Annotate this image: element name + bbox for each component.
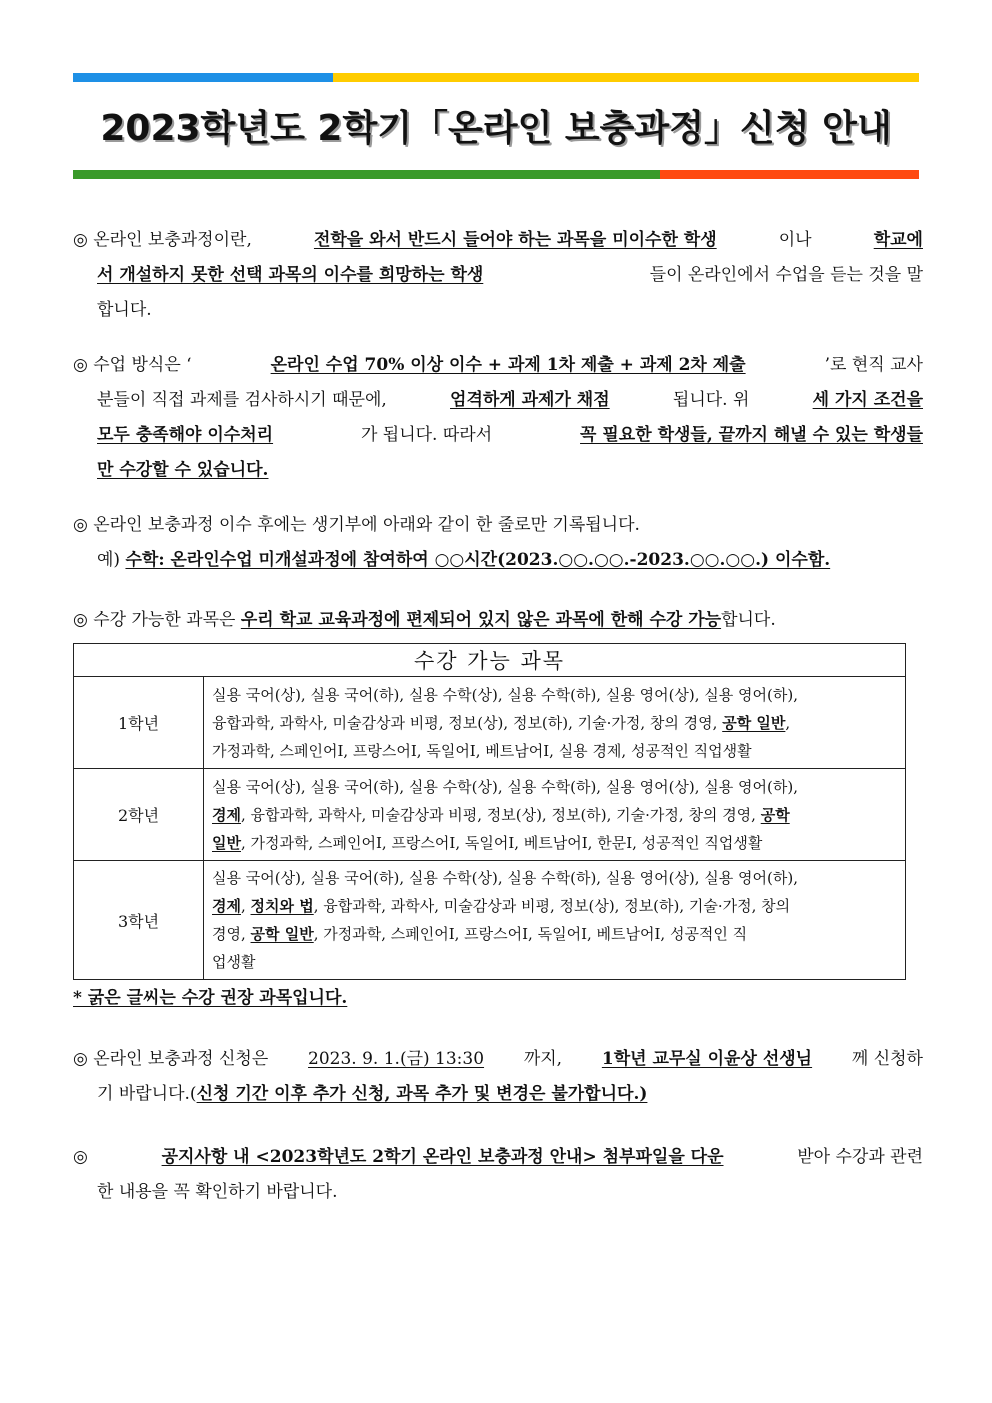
paragraph-record xyxy=(73,508,923,578)
text: ◎ 온라인 보충과정 이수 후에는 생기부에 아래와 같이 한 줄로만 기록됩니다. xyxy=(73,515,640,535)
recommended-subject: 일반 xyxy=(212,833,241,852)
text: ◎ 온라인 보충과정이란, xyxy=(73,230,252,250)
underlined-text: 엄격하게 과제가 채점 xyxy=(450,390,610,410)
grade-cell: 3학년 xyxy=(74,861,204,980)
recommended-subject: 정치와 법 xyxy=(250,897,314,915)
text: , 가정과학, 스페인어Ⅰ, 프랑스어Ⅰ, 독일어Ⅰ, 베트남어Ⅰ, 성공적인 직 xyxy=(313,925,748,943)
underlined-text: 신청 기간 이후 추가 신청, 과목 추가 및 변경은 불가합니다.) xyxy=(196,1084,648,1104)
text: 예) xyxy=(97,550,126,570)
subjects-cell xyxy=(204,861,906,980)
underlined-text: 공지사항 내 <2023학년도 2학기 온라인 보충과정 안내> 첨부파일을 다운 xyxy=(161,1147,724,1167)
underlined-text: 온라인 수업 70% 이상 이수 + 과제 1차 제출 + 과제 2차 제출 xyxy=(270,355,746,375)
recommended-subject: 공학 일반 xyxy=(722,713,786,732)
text: ◎ 온라인 보충과정 신청은 xyxy=(73,1049,269,1069)
text: ’로 현직 교사 xyxy=(824,355,923,375)
text: 융합과학, 과학사, 미술감상과 비평, 정보(상), 정보(하), 기술·가정, 창의 경영, xyxy=(212,713,723,732)
text: ◎ 수업 방식은 ‘ xyxy=(73,355,192,375)
text: , 융합과학, 과학사, 미술감상과 비평, 정보(상), 정보(하), 기술·가정, 창의 xyxy=(313,897,791,915)
paragraph-definition xyxy=(73,223,923,328)
text: , xyxy=(785,713,791,732)
text: , 융합과학, 과학사, 미술감상과 비평, 정보(상), 정보(하), 기술·가정, 창의 경영, xyxy=(240,805,761,824)
paragraph-available xyxy=(73,603,923,638)
subjects-cell xyxy=(204,769,906,861)
grade-cell: 2학년 xyxy=(74,769,204,861)
underlined-text: 학교에 xyxy=(873,230,923,250)
note-text: * 굵은 글씨는 수강 권장 과목입니다. xyxy=(73,988,348,1008)
text: , 가정과학, 스페인어Ⅰ, 프랑스어Ⅰ, 독일어Ⅰ, 베트남어Ⅰ, 한문Ⅰ, 성공적인 직업생활 xyxy=(240,833,763,852)
document-title: 2023학년도 2학기「온라인 보충과정」신청 안내 xyxy=(100,108,892,149)
underlined-text: 꼭 필요한 학생들, 끝까지 해낼 수 있는 학생들 xyxy=(580,425,923,445)
recommended-subject: 경제 xyxy=(212,897,241,915)
table-row xyxy=(74,677,906,769)
text: 께 신청하 xyxy=(851,1049,923,1069)
text: 합니다. xyxy=(97,300,152,320)
top-bar-yellow xyxy=(333,73,919,82)
table-row xyxy=(74,861,906,980)
paragraph-method xyxy=(73,348,923,488)
grade-cell: 1학년 xyxy=(74,677,204,769)
text: 실용 국어(상), 실용 국어(하), 실용 수학(상), 실용 수학(하), 실용 영어(상), 실용 영어(하), xyxy=(212,777,798,796)
contact-teacher: 1학년 교무실 이윤상 선생님 xyxy=(601,1049,813,1069)
paragraph-notice xyxy=(73,1140,923,1210)
underlined-text: 우리 학교 교육과정에 편제되어 있지 않은 과목에 한해 수강 가능 xyxy=(240,610,722,630)
recommended-subject: 공학 xyxy=(760,805,790,824)
text: 분들이 직접 과제를 검사하시기 때문에, xyxy=(97,390,387,410)
text: 받아 수강과 관련 xyxy=(797,1147,923,1167)
underlined-text: 전학을 와서 반드시 들어야 하는 과목을 미이수한 학생 xyxy=(313,230,717,250)
text: ◎ xyxy=(73,1147,88,1167)
text: 합니다. xyxy=(721,610,776,630)
text: 업생활 xyxy=(212,953,256,971)
text: 경영, xyxy=(212,925,251,943)
bottom-bar-green xyxy=(73,170,660,179)
text: 기 바랍니다.( xyxy=(97,1084,197,1104)
text: 실용 국어(상), 실용 국어(하), 실용 수학(상), 실용 수학(하), 실용 영어(상), 실용 영어(하), xyxy=(212,869,798,887)
underlined-text: 세 가지 조건을 xyxy=(812,390,923,410)
subjects-table xyxy=(73,643,906,980)
text: ◎ 수강 가능한 과목은 xyxy=(73,610,241,630)
text: 됩니다. 위 xyxy=(672,390,750,410)
bottom-color-bar xyxy=(73,170,919,179)
top-color-bar xyxy=(73,73,919,82)
recommended-subject: 공학 일반 xyxy=(250,925,314,943)
text: 까지, xyxy=(523,1049,563,1069)
recommended-note xyxy=(73,983,347,1008)
paragraph-application xyxy=(73,1042,923,1112)
recommended-subject: 경제 xyxy=(212,805,241,824)
underlined-text: 서 개설하지 못한 선택 과목의 이수를 희망하는 학생 xyxy=(97,265,484,285)
table-header-row xyxy=(74,644,906,677)
text: 실용 국어(상), 실용 국어(하), 실용 수학(상), 실용 수학(하), 실용 영어(상), 실용 영어(하), xyxy=(212,685,798,704)
underlined-text: 만 수강할 수 있습니다. xyxy=(97,460,269,480)
subjects-cell xyxy=(204,677,906,769)
top-bar-blue xyxy=(73,73,333,82)
table-header: 수강 가능 과목 xyxy=(74,644,906,677)
text: 이나 xyxy=(778,230,812,250)
text: , xyxy=(240,897,251,915)
text: 들이 온라인에서 수업을 듣는 것을 말 xyxy=(649,265,923,285)
bottom-bar-orange xyxy=(660,170,919,179)
deadline: 2023. 9. 1.(금) 13:30 xyxy=(308,1049,485,1069)
text: 한 내용을 꼭 확인하기 바랍니다. xyxy=(97,1182,338,1202)
underlined-text: 모두 충족해야 이수처리 xyxy=(97,425,274,445)
underlined-text: 수학: 온라인수업 미개설과정에 참여하여 ○○시간(2023.○○.○○.-2023.○○.○○.) 이수함. xyxy=(125,550,831,570)
text: 가정과학, 스페인어Ⅰ, 프랑스어Ⅰ, 독일어Ⅰ, 베트남어Ⅰ, 실용 경제, 성공적인 직업생활 xyxy=(212,741,752,760)
text: 가 됩니다. 따라서 xyxy=(360,425,493,445)
table-row xyxy=(74,769,906,861)
